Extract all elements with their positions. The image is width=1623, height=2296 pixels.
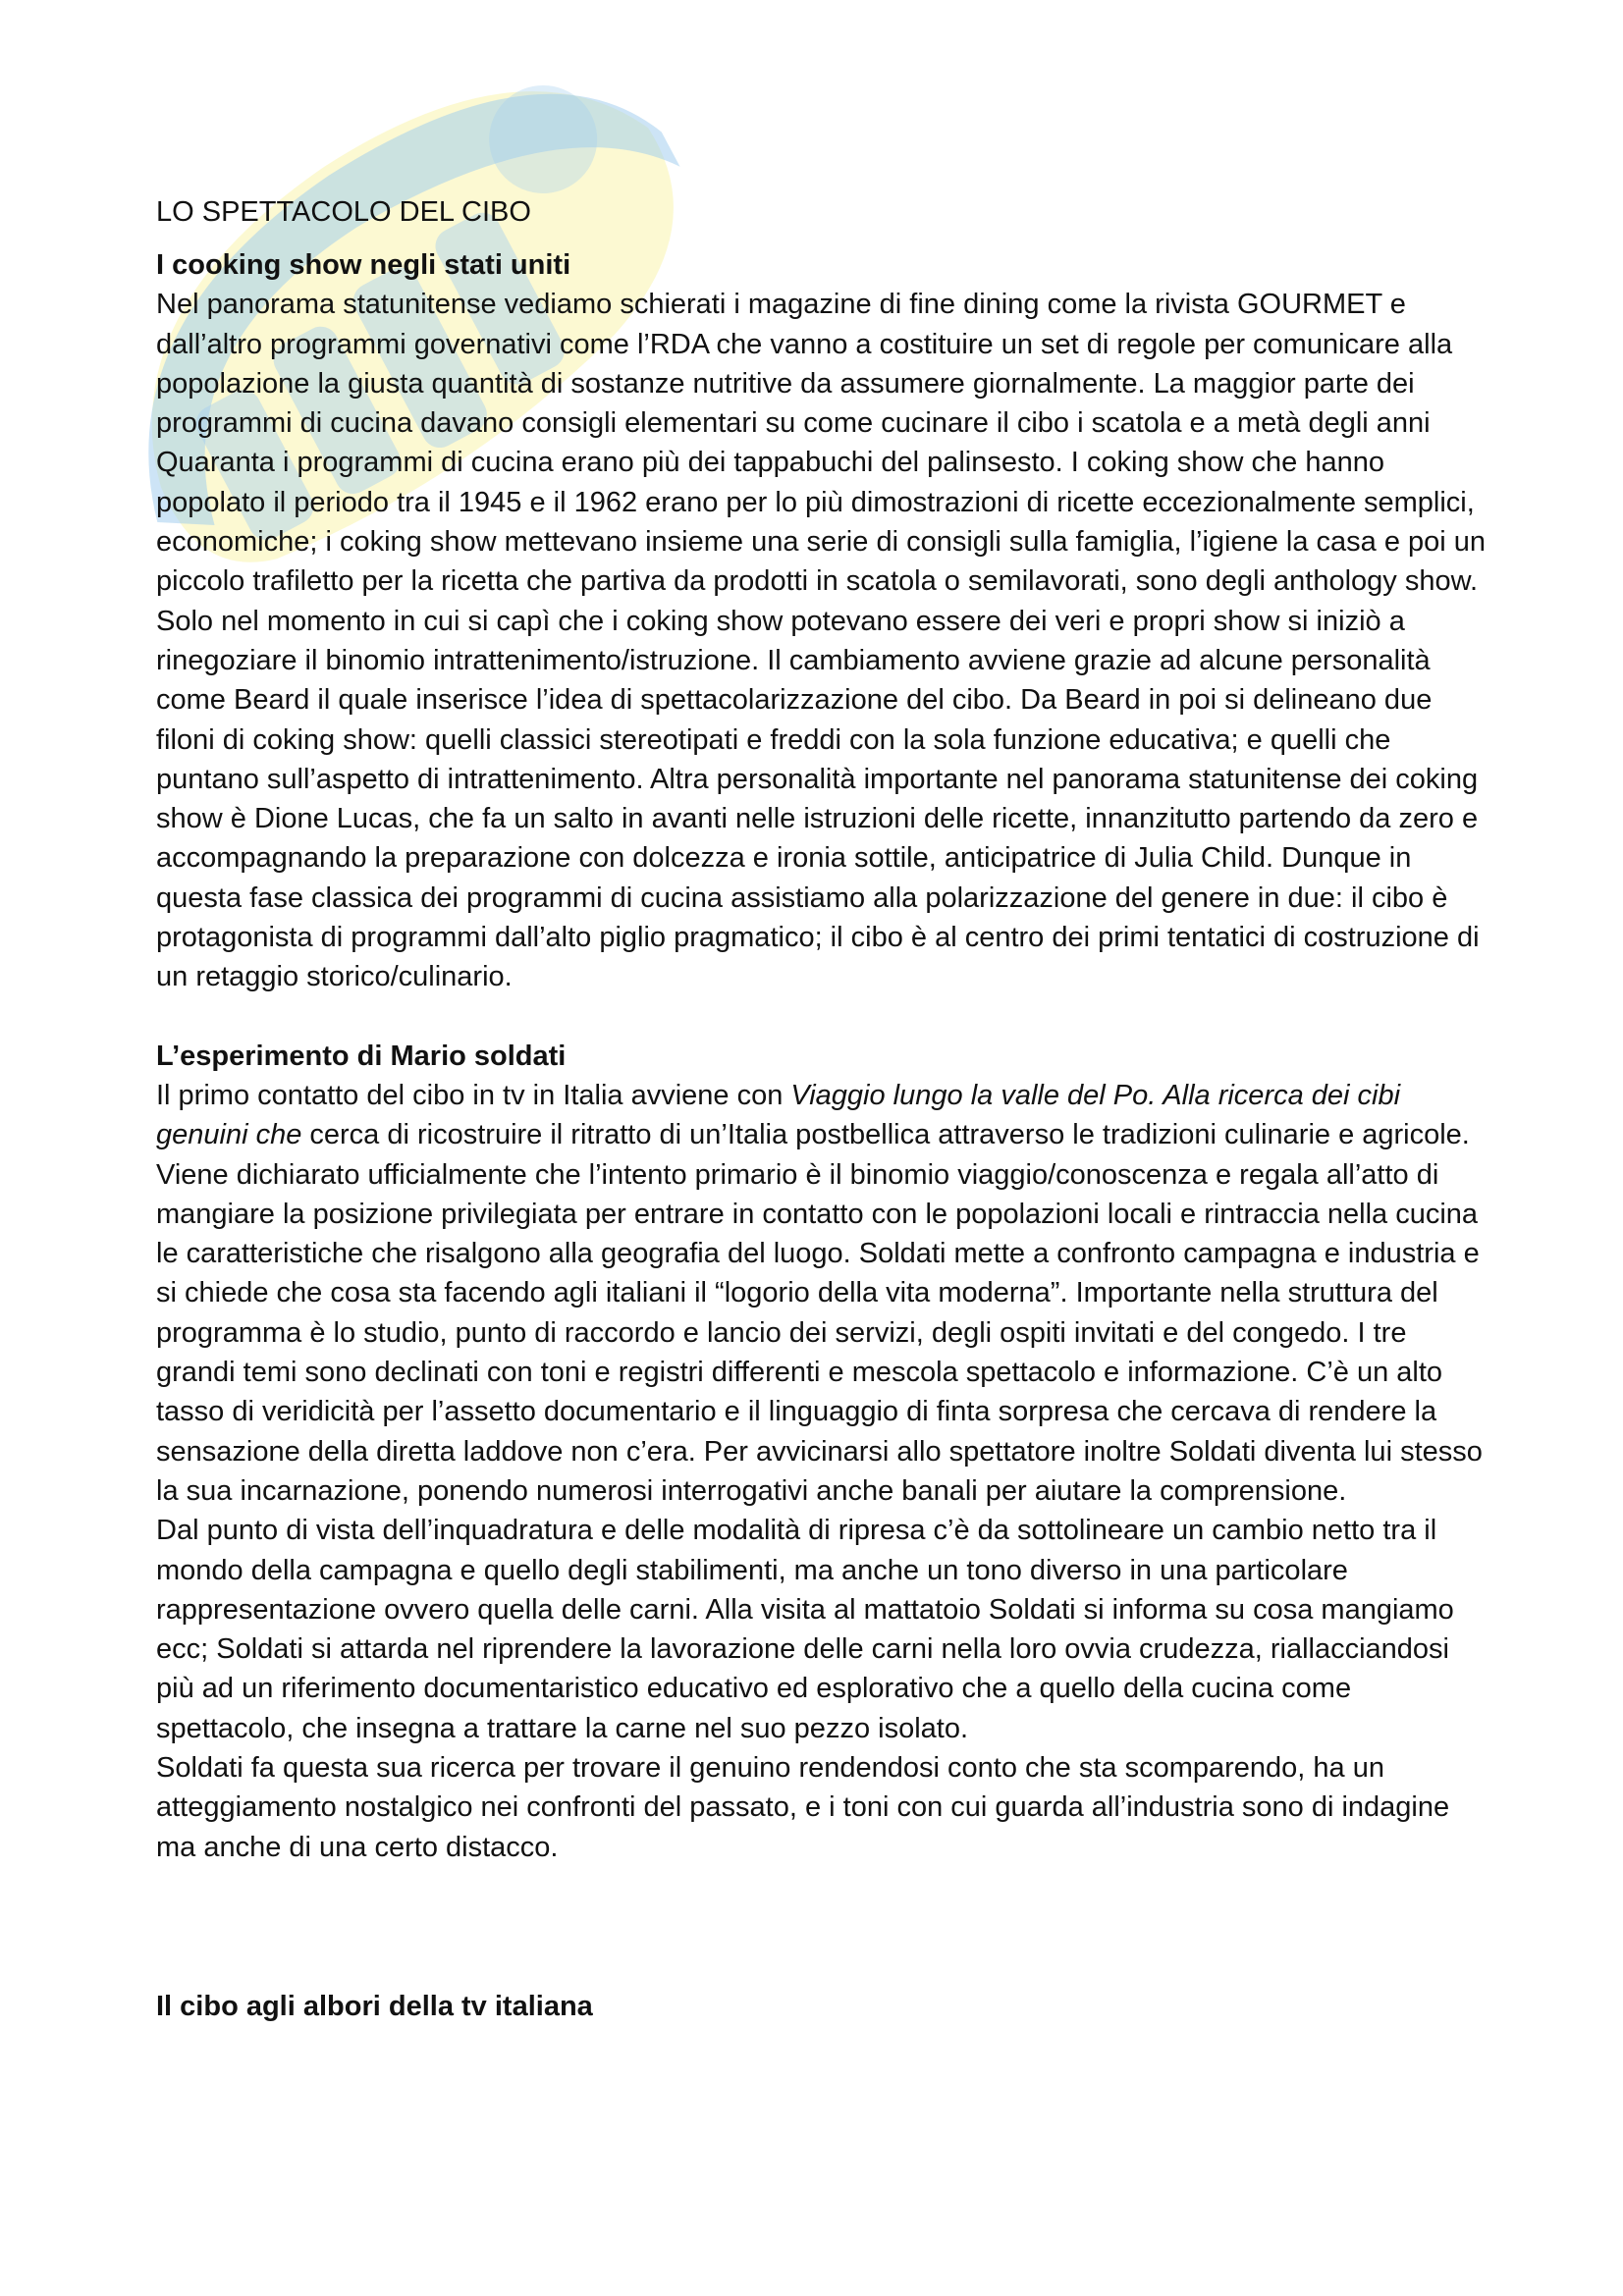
section-mario-soldati xyxy=(156,1037,1491,1867)
paragraph: Nel panorama statunitense vediamo schierati i magazine di fine dining come la rivista GOURMET e dall’altro programmi governativi come l’RDA che vanno a costituire un set di regole per comunicare alla popolazione la giusta quantità di sostanze nutritive da assumere giornalmente. La maggior parte dei programmi di cucina davano consigli elementari su come cucinare il cibo i scatola e a metà degli anni Quaranta i programmi di cucina erano più dei tappabuchi del palinsesto. I coking show che hanno popolato il periodo tra il 1945 e il 1962 erano per lo più dimostrazioni di ricette eccezionalmente semplici, economiche; i coking show mettevano insieme una serie di consigli sulla famiglia, l’igiene la casa e poi un piccolo trafiletto per la ricetta che partiva da prodotti in scatola o semilavorati, sono degli anthology show. Solo nel momento in cui si capì che i coking show potevano essere dei veri e propri show si iniziò a rinegoziare il binomio intrattenimento/istruzione. Il cambiamento avviene grazie ad alcune personalità come Beard il quale inserisce l’idea di spettacolarizzazione del cibo. Da Beard in poi si delineano due filoni di coking show: quelli classici stereotipati e freddi con la sola funzione educativa; e quelli che puntano sull’aspetto di intrattenimento. Altra personalità importante nel panorama statunitense dei coking show è Dione Lucas, che fa un salto in avanti nelle istruzioni delle ricette, innanzitutto partendo da zero e accompagnando la preparazione con dolcezza e ironia sottile, anticipatrice di Julia Child. Dunque in questa fase classica dei programmi di cucina assistiamo alla polarizzazione del genere in due: il cibo è protagonista di programmi dall’alto piglio pragmatico; il cibo è al centro dei primi tentatici di costruzione di un retaggio storico/culinario. xyxy=(156,289,1487,993)
intro-text-continued: cerca di ricostruire il ritratto di un’Italia postbellica attraverso le tradizioni culinarie e agricole. Viene dichiarato ufficialmente che l’intento primario è il binomio viaggio/conoscenza e regala all’atto di mangiare la posizione privilegiata per entrare in contatto con le popolazioni locali e rintraccia nella cucina le caratteristiche che risalgono alla geografia del luogo. Soldati mette a confronto campagna e industria e si chiede che cosa sta facendo agli italiani il “logorio della vita moderna”. Importante nella struttura del programma è lo studio, punto di raccordo e lancio dei servizi, degli ospiti invitati e del congedo. I tre grandi temi sono declinati con toni e registri differenti e mescola spettacolo e informazione. C’è un alto tasso di veridicità per l’assetto documentario e il linguaggio di finta sorpresa che cercava di rendere la sensazione della diretta laddove non c’era. Per avvicinarsi allo spettatore inoltre Soldati diventa lui stesso la sua incarnazione, ponendo numerosi interrogativi anche banali per aiutare la comprensione. xyxy=(156,1119,1483,1507)
section-heading: I cooking show negli stati uniti xyxy=(156,249,571,281)
paragraph: Soldati fa questa sua ricerca per trovare il genuino rendendosi conto che sta scomparendo, ha un atteggiamento nostalgico nei confronti del passato, e i toni con cui guarda all’industria sono di indagine ma anche di una certo distacco. xyxy=(156,1751,1450,1863)
document-title: LO SPETTACOLO DEL CIBO xyxy=(156,196,531,228)
paragraph: Dal punto di vista dell’inquadratura e delle modalità di ripresa c’è da sottolineare un cambio netto tra il mondo della campagna e quello degli stabilimenti, ma anche un tono diverso in una particolare rappresentazione ovvero quella delle carni. Alla visita al mattatoio Soldati si informa su cosa mangiamo ecc; Soldati si attarda nel riprendere la lavorazione delle carni nella loro ovvia crudezza, riallacciandosi più ad un riferimento documentaristico educativo ed esplorativo che a quello della cucina come spettacolo, che insegna a trattare la carne nel suo pezzo isolato. xyxy=(156,1515,1454,1744)
intro-text: Il primo contatto del cibo in tv in Italia avviene con xyxy=(156,1079,791,1111)
section-us-cooking-shows xyxy=(156,245,1491,997)
section-heading: Il cibo agli albori della tv italiana xyxy=(156,1990,593,2022)
section-heading: L’esperimento di Mario soldati xyxy=(156,1040,567,1072)
program-title: Viaggio lungo la valle del Po. Alla ricerca dei cibi genuini che xyxy=(156,1079,1401,1151)
section-early-italian-tv xyxy=(156,1987,1491,2026)
document-page xyxy=(156,192,1491,2026)
paragraph-intro xyxy=(156,1076,1491,1511)
